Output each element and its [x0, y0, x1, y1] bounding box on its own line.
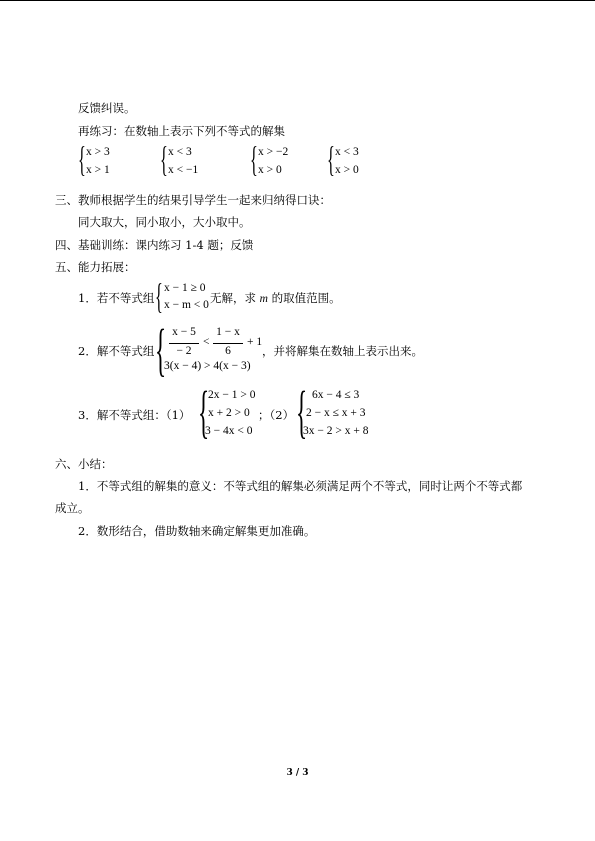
- q2-suffix: ，并将解集在数轴上表示出来。: [262, 344, 423, 358]
- practice-text: 再练习：在数轴上表示下列不等式的解集: [78, 124, 285, 138]
- header-rule: [0, 0, 595, 1]
- system-row: 2 − x ≤ x + 3: [306, 407, 366, 419]
- fraction-denominator: − 2: [176, 345, 192, 357]
- feedback-text: 反馈纠误。: [78, 101, 136, 115]
- brace-icon: {: [327, 139, 335, 179]
- system-row: 3 − 4x < 0: [205, 425, 253, 437]
- less-than: <: [203, 336, 210, 348]
- system-row: x − 1 ≥ 0: [164, 282, 206, 294]
- section-4-heading: 四、基础训练：课内练习 1-4 题；反馈: [55, 238, 254, 252]
- section-5-heading: 五、能力拓展：: [55, 260, 136, 274]
- q1-suffix-a: 无解，求: [210, 291, 260, 305]
- q3-separator: ；（2）: [258, 408, 295, 422]
- system-row: x > −2: [258, 146, 289, 158]
- system-row: x > 0: [335, 164, 359, 176]
- page-number: 3 / 3: [286, 768, 309, 778]
- brace-icon: {: [155, 317, 167, 382]
- system-row: x < 3: [335, 146, 359, 158]
- fraction-numerator: x − 5: [172, 326, 196, 338]
- plus-one: + 1: [247, 336, 263, 348]
- system-row: x < 3: [168, 146, 192, 158]
- brace-icon: {: [198, 379, 210, 444]
- q1-prefix: 1．若不等式组: [78, 291, 155, 305]
- brace-icon: {: [78, 139, 86, 179]
- summary-2: 2．数形结合，借助数轴来确定解集更加准确。: [78, 524, 316, 538]
- brace-icon: {: [160, 139, 168, 179]
- brace-icon: {: [155, 276, 163, 316]
- system-row: 3(x − 4) > 4(x − 3): [164, 360, 251, 372]
- section-6-heading: 六、小结：: [55, 457, 113, 471]
- q1-var: m: [259, 293, 268, 305]
- system-row: 2x − 1 > 0: [208, 389, 256, 401]
- section-3-heading: 三、教师根据学生的结果引导学生一起来归纳得口诀：: [55, 193, 331, 207]
- system-row: x − m < 0: [164, 299, 209, 311]
- fraction-bar: [169, 343, 199, 344]
- q3-prefix: 3．解不等式组：（1）: [78, 408, 191, 422]
- system-row: 3x − 2 > x + 8: [303, 425, 369, 437]
- system-row: x > 1: [86, 164, 110, 176]
- q1-suffix-b: 的取值范围。: [267, 291, 341, 305]
- brace-icon: {: [296, 379, 308, 444]
- q1-suffix: [210, 290, 341, 307]
- fraction-numerator: 1 − x: [216, 326, 240, 338]
- system-row: x > 0: [258, 164, 282, 176]
- brace-icon: {: [250, 139, 258, 179]
- fraction-denominator: 6: [225, 345, 231, 357]
- system-row: 6x − 4 ≤ 3: [312, 389, 360, 401]
- summary-1-line-1: 1．不等式组的解集的意义：不等式组的解集必须满足两个不等式，同时让两个不等式都: [78, 479, 523, 493]
- summary-1-line-2: 成立。: [55, 501, 90, 515]
- system-row: x + 2 > 0: [208, 407, 250, 419]
- system-row: x > 3: [86, 146, 110, 158]
- fraction-bar: [213, 343, 243, 344]
- rule-text: 同大取大，同小取小，大小取中。: [78, 215, 251, 229]
- q2-prefix: 2．解不等式组: [78, 344, 155, 358]
- system-row: x < −1: [168, 164, 199, 176]
